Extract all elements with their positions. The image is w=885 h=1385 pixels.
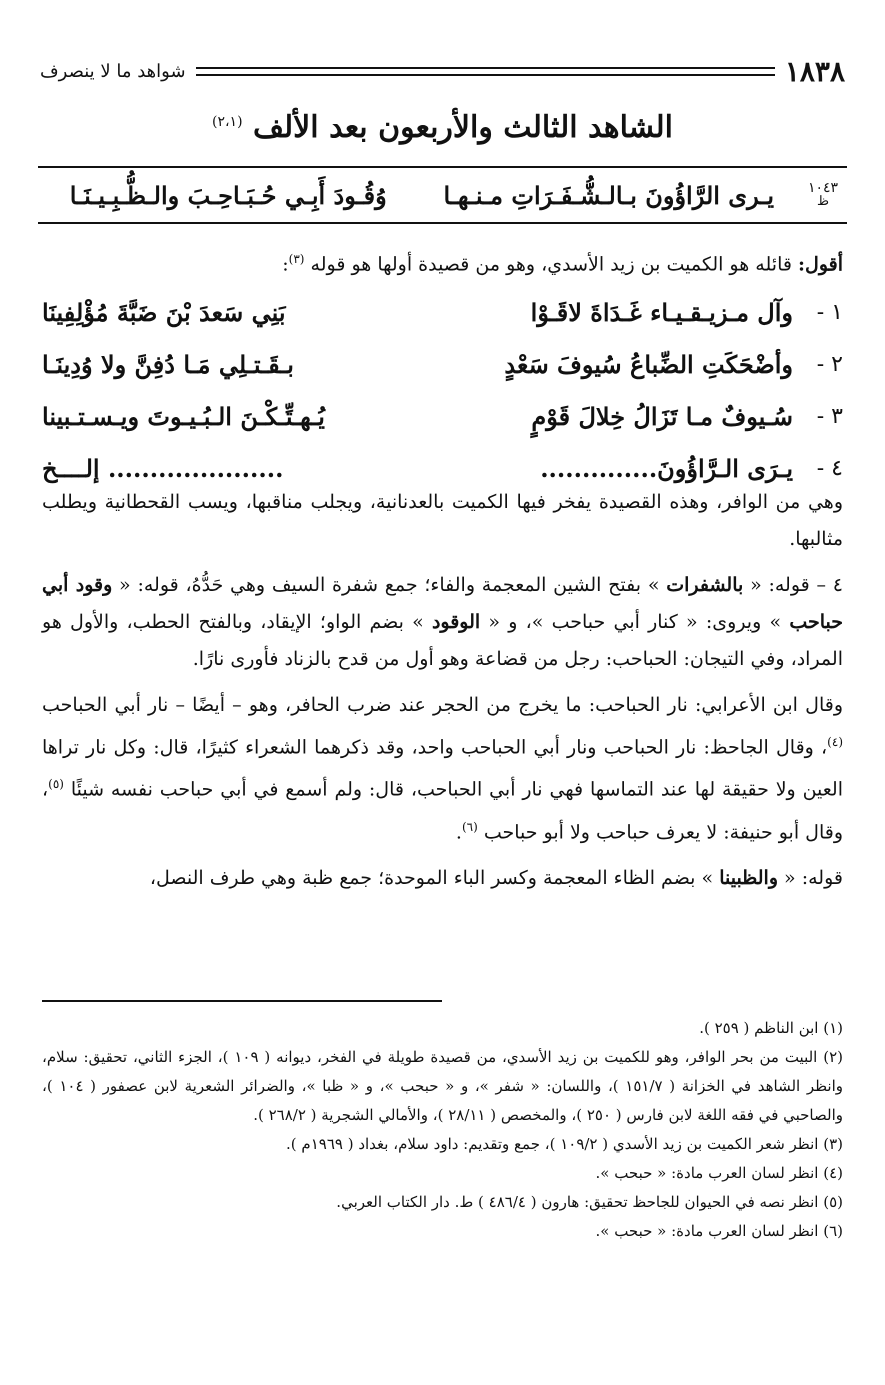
footnote-1: (١) ابن الناظم ( ٢٥٩ ). bbox=[699, 1019, 843, 1037]
poem-line-number: ٢ - bbox=[816, 351, 843, 377]
poem-hemistich-1: سُـيوفٌ مـا تَزَالُ خِلالَ قَوْمٍ bbox=[531, 401, 793, 431]
header-double-rule bbox=[196, 67, 775, 76]
text-run: » ويروى: « كنار أبي حباحب »، و « bbox=[480, 611, 790, 633]
text-run: قوله: « bbox=[778, 866, 843, 889]
footnote-5: (٥) انظر نصه في الحيوان للجاحظ تحقيق: هارون ( ٤٨٦/٤ ) ط. دار الكتاب العربي. bbox=[336, 1193, 843, 1211]
intro-line bbox=[42, 244, 843, 279]
verse-code: ظ bbox=[816, 194, 830, 209]
footnote-separator bbox=[42, 1000, 442, 1002]
text-run: ، وقال الجاحظ: نار الحباحب ونار أبي الحباحب واحد، وقد ذكرهما الشعراء كثيرًا، قال: وكل نار تراها العين ولا حقيقة لها عند التماسها فهي نار أبي الحباحب، قال: ولم أسمع في أبي حباحب نفسه شيئًا bbox=[42, 736, 843, 801]
paragraph-hubahib bbox=[42, 687, 843, 851]
page-header bbox=[40, 54, 845, 88]
poem-line bbox=[42, 338, 843, 390]
footnote-ref-3: (٣) bbox=[288, 252, 305, 266]
footnotes bbox=[42, 1014, 843, 1246]
commentary bbox=[42, 484, 843, 906]
poem-line bbox=[42, 390, 843, 442]
text-run: » بفتح الشين المعجمة والفاء؛ جمع شفرة السيف وهي حَدُّهُ، قوله: « bbox=[112, 574, 667, 596]
text-run: وقال ابن الأعرابي: نار الحباحب: ما يخرج من الحجر عند ضرب الحافر، وهو – أيضًا – نار أبي الحباحب bbox=[42, 694, 843, 716]
poem-line bbox=[42, 286, 843, 338]
footnote-ref-5: (٥) bbox=[48, 777, 64, 792]
poem-hemistich-1: يـرَى الـرَّاؤُونَ.............. bbox=[540, 453, 793, 483]
text-run: ، وقال أبو حنيفة: لا يعرف حباحب ولا أبو حباحب bbox=[42, 778, 843, 843]
footnote-ref-6: (٦) bbox=[461, 819, 478, 834]
keyword: والظبينا bbox=[719, 866, 779, 889]
poem-line-number: ١ - bbox=[816, 299, 843, 325]
verse-number bbox=[799, 181, 847, 209]
intro-end: : bbox=[282, 253, 289, 276]
verse-hemistich-1: يـرى الرَّاؤُونَ بـالـشُّـفَـرَاتِ مـنـهـا bbox=[443, 180, 775, 210]
poem-hemistich-1: وآل مـزيـقـيـاء غَـدَاةَ لاقَـوْا bbox=[530, 297, 793, 327]
poem-line-number: ٣ - bbox=[816, 403, 843, 429]
section-title-text: الشاهد الثالث والأربعون بعد الألف bbox=[252, 110, 673, 145]
paragraph-shafarat bbox=[42, 567, 843, 678]
keyword: الوقود bbox=[431, 611, 481, 633]
poem-hemistich-1: وأضْحَكَتِ الضِّباعُ سُيوفَ سَعْدٍ bbox=[504, 349, 793, 379]
poem-hemistich-2: ..................... إلــــخ bbox=[42, 453, 284, 483]
poem-hemistich-2: يُـهـتِّـكْـنَ الـبُـيـوتَ ويـسـتـبينا bbox=[42, 401, 325, 431]
footnote-2: (٢) البيت من بحر الوافر، وهو للكميت بن زيد الأسدي، من قصيدة طويلة في الفخر، ديوانه ( ١٠٩ )، الجزء الثاني، تحقيق: سلام، وانظر الشاهد في الخزانة ( ١٥١/٧ )، واللسان: « شفر »، و « حبحب »، و « ظبا »، والضرائر الشعرية لابن عصفور ( ١٠٤ )، والصاحبي في فقه اللغة لابن فارس ( ٢٥٠ )، والمخصص ( ٢٨/١١ )، والأمالي الشجرية ( ٢٦٨/٢ ). bbox=[42, 1048, 844, 1124]
footnote-4: (٤) انظر لسان العرب مادة: « حبحب ». bbox=[595, 1164, 843, 1182]
text-run: ٤ – قوله: « bbox=[743, 574, 843, 596]
text-run: . bbox=[455, 820, 462, 843]
section-title bbox=[40, 110, 845, 145]
evidence-verse-box bbox=[38, 166, 847, 224]
section-title-note: (٢،١) bbox=[212, 114, 243, 130]
keyword: بالشفرات bbox=[666, 574, 744, 596]
verse-number-value: ١٠٤٣ bbox=[807, 180, 839, 196]
text-run: » بضم الواو؛ الإيقاد، وبالفتح الحطب، والأول هو المراد، وفي التيجان: الحباحب: رجل من قضاعة وهو أول من قدح بالزناد فأورى نارًا. bbox=[42, 611, 843, 670]
footnote-6: (٦) انظر لسان العرب مادة: « حبحب ». bbox=[595, 1222, 843, 1240]
text-run: » بضم الظاء المعجمة وكسر الباء الموحدة؛ جمع ظبة وهي طرف النصل، bbox=[149, 866, 720, 889]
footnote-3: (٣) انظر شعر الكميت بن زيد الأسدي ( ١٠٩/٢ )، جمع وتقديم: داود سلام، بغداد ( ١٩٦٩م ). bbox=[286, 1135, 843, 1153]
poem-hemistich-2: بـقَـتـلِي مَـا دُفِنَّ ولا وُدِينَـا bbox=[42, 349, 294, 379]
poem bbox=[42, 286, 843, 494]
paragraph-meter: وهي من الوافر، وهذه القصيدة يفخر فيها الكميت بالعدنانية، ويجلب مناقبها، ويسب القحطانية ويطلب مثالبها. bbox=[42, 491, 843, 550]
running-title: شواهد ما لا ينصرف bbox=[40, 60, 186, 82]
poem-hemistich-2: بَنِي سَعدَ بْنَ ضَبَّةَ مُؤْلِفِينَا bbox=[42, 297, 286, 327]
verse-hemistich-2: وُقُـودَ أَبِـي حُـبَـاحِـبَ والـظُّـبِـيـنَـا bbox=[69, 180, 387, 210]
footnote-ref-4: (٤) bbox=[827, 735, 843, 749]
page-number: ١٨٣٨ bbox=[784, 54, 845, 88]
paragraph-zubina bbox=[42, 860, 843, 897]
intro-lead: أقول: bbox=[798, 253, 843, 276]
poem-line-number: ٤ - bbox=[816, 455, 843, 481]
keyword: وقود أبي حباحب bbox=[42, 574, 843, 633]
intro-text: قائله هو الكميت بن زيد الأسدي، وهو من قصيدة أولها هو قوله bbox=[310, 253, 792, 276]
